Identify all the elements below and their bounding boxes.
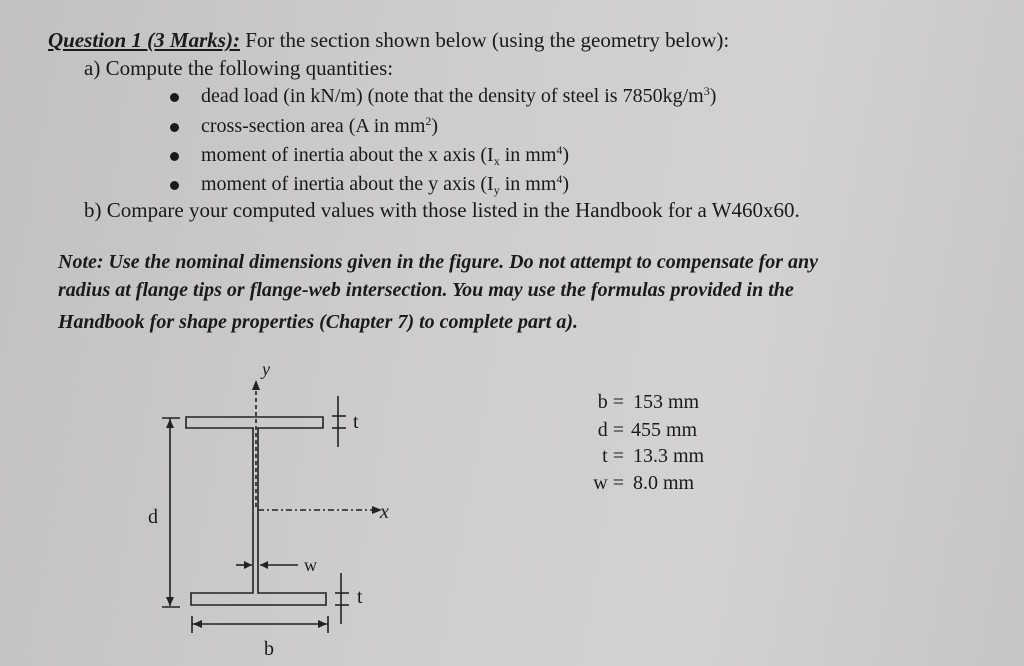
note-line: Note: Use the nominal dimensions given in the figure. Do not attempt to compensate for any	[58, 251, 819, 273]
sup: 4	[556, 142, 563, 157]
part-a-text: Compute the following quantities:	[105, 56, 394, 80]
bullet-text: )	[709, 85, 717, 107]
dim-b-value: 153 mm	[633, 391, 700, 413]
dim-t-value: 13.3 mm	[633, 445, 705, 467]
w-label: w	[304, 555, 317, 575]
arrow-icon	[193, 620, 202, 628]
arrow-icon	[244, 561, 252, 569]
sup: 3	[703, 83, 710, 98]
i-beam-outline	[186, 417, 326, 605]
d-label: d	[148, 506, 158, 528]
dim-d-name: d =	[597, 419, 624, 441]
arrow-icon	[166, 597, 174, 606]
bullet-text: cross-section area (A in mm	[201, 115, 426, 137]
bullet-text: )	[562, 173, 570, 195]
dim-d-value: 455 mm	[631, 419, 698, 441]
dim-t-name: t =	[602, 445, 624, 467]
sub: y	[493, 182, 500, 197]
bullet-text: in mm	[499, 144, 557, 166]
sub: x	[493, 153, 500, 168]
note-line: Handbook for shape properties (Chapter 7) to complete part a).	[58, 311, 578, 333]
dim-w-name: w =	[593, 472, 624, 494]
part-b-text: Compare your computed values with those listed in the Handbook for a W460x60.	[106, 198, 800, 222]
bullet-text: )	[562, 144, 570, 166]
y-axis-label: y	[262, 359, 270, 379]
x-axis-label: x	[380, 501, 389, 523]
bullet-text: )	[431, 115, 439, 137]
dim-w-value: 8.0 mm	[633, 472, 695, 494]
b-label: b	[264, 638, 274, 660]
question-title: Question 1 (3 Marks):	[48, 28, 240, 52]
part-b-label: b)	[84, 198, 102, 222]
bullet-text: in mm	[499, 173, 557, 195]
arrow-icon	[166, 419, 174, 428]
part-a-label: a)	[84, 56, 101, 80]
question-intro: For the section shown below (using the geometry below):	[245, 28, 730, 52]
bullet-text: moment of inertia about the x axis (I	[201, 144, 494, 166]
sup: 2	[425, 113, 432, 128]
t-top-label: t	[353, 411, 359, 433]
arrow-icon	[318, 620, 327, 628]
t-bottom-label: t	[357, 586, 363, 608]
sup: 4	[556, 171, 563, 186]
arrow-icon	[260, 561, 268, 569]
note-line: radius at flange tips or flange-web intersection. You may use the formulas provided in the	[58, 279, 794, 301]
bullet-text: moment of inertia about the y axis (I	[201, 173, 494, 195]
arrow-icon	[252, 380, 260, 390]
dim-b-name: b =	[597, 391, 624, 413]
bullet-text: dead load (in kN/m) (note that the density of steel is 7850kg/m	[201, 85, 704, 107]
